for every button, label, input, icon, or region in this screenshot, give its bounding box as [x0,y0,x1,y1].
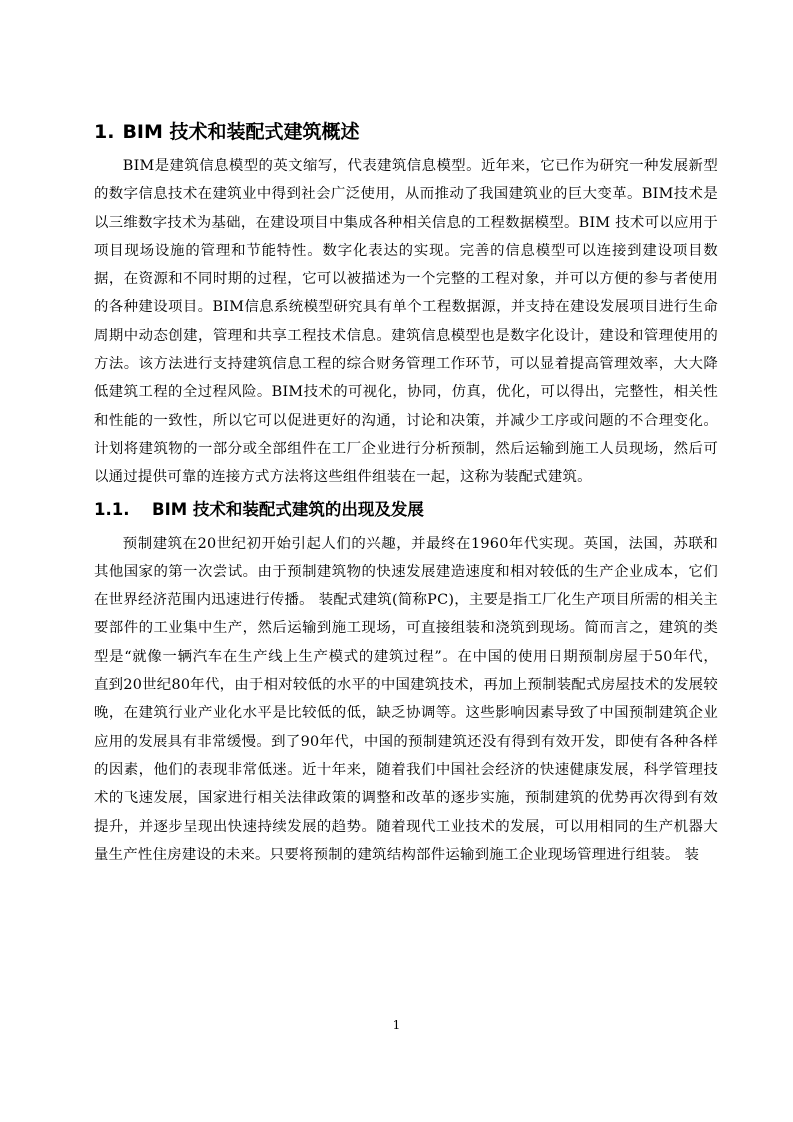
section-heading-1 [94,118,718,146]
section-number: 1. [94,121,115,143]
subsection-title: BIM 技术和装配式建筑的出现及发展 [152,499,424,519]
section-1-paragraph: BIM是建筑信息模型的英文缩写，代表建筑信息模型。近年来，它已作为研究一种发展新型的数字信息技术在建筑业中得到社会广泛使用，从而推动了我国建筑业的巨大变革。BIM技术是以三维数字技术为基础，在建设项目中集成各种相关信息的工程数据模型。BIM 技术可以应用于项目现场设施的管理和节能特性。数字化表达的实现。完善的信息模型可以连接到建设项目数据，在资源和不同时期的过程，它可以被描述为一个完整的工程对象，并可以方便的参与者使用的各种建设项目。BIM信息系统模型研究具有单个工程数据源，并支持在建设发展项目进行生命周期中动态创建，管理和共享工程技术信息。建筑信息模型也是数字化设计，建设和管理使用的方法。该方法进行支持建筑信息工程的综合财务管理工作环节，可以显着提高管理效率，大大降低建筑工程的全过程风险。BIM技术的可视化，协同，仿真，优化，可以得出，完整性，相关性和性能的一致性，所以它可以促进更好的沟通，讨论和决策，并减少工序或问题的不合理变化。计划将建筑物的一部分或全部组件在工厂企业进行分析预制，然后运输到施工人员现场，然后可以通过提供可靠的连接方式方法将这些组件组装在一起，这称为装配式建筑。 [94,158,718,486]
section-title: BIM 技术和装配式建筑概述 [122,121,360,143]
section-1-1-paragraph: 预制建筑在20世纪初开始引起人们的兴趣，并最终在1960年代实现。英国，法国，苏联和其他国家的第一次尝试。由于预制建筑物的快速发展建造速度和相对较低的生产企业成本，它们在世界经济范围内迅速进行传播。 装配式建筑(简称PC)，主要是指工厂化生产项目所需的相关主要部件的工业集中生产，然后运输到施工现场，可直接组装和浇筑到现场。简而言之，建筑的类型是“就像一辆汽车在生产线上生产模式的建筑过程”。在中国的使用日期预制房屋于50年代， 直到20世纪80年代，由于相对较低的水平的中国建筑技术，再加上预制装配式房屋技术的发展较晚，在建筑行业产业化水平是比较低的低，缺乏协调等。这些影响因素导致了中国预制建筑企业应用的发展具有非常缓慢。到了90年代，中国的预制建筑还没有得到有效开发，即使有各种各样的因素，他们的表现非常低迷。近十年来，随着我们中国社会经济的快速健康发展，科学管理技术的飞速发展，国家进行相关法律政策的调整和改革的逐步实施，预制建筑的优势再次得到有效提升，并逐步呈现出快速持续发展的趋势。随着现代工业技术的发展，可以用相同的生产机器大量生产性住房建设的未来。只要将预制的建筑结构部件运输到施工企业现场管理进行组装。 装 [94,535,718,863]
subsection-number: 1.1. [94,499,130,519]
page-content [94,118,718,869]
page-number: 1 [392,1018,401,1032]
section-heading-1-1 [94,496,718,524]
